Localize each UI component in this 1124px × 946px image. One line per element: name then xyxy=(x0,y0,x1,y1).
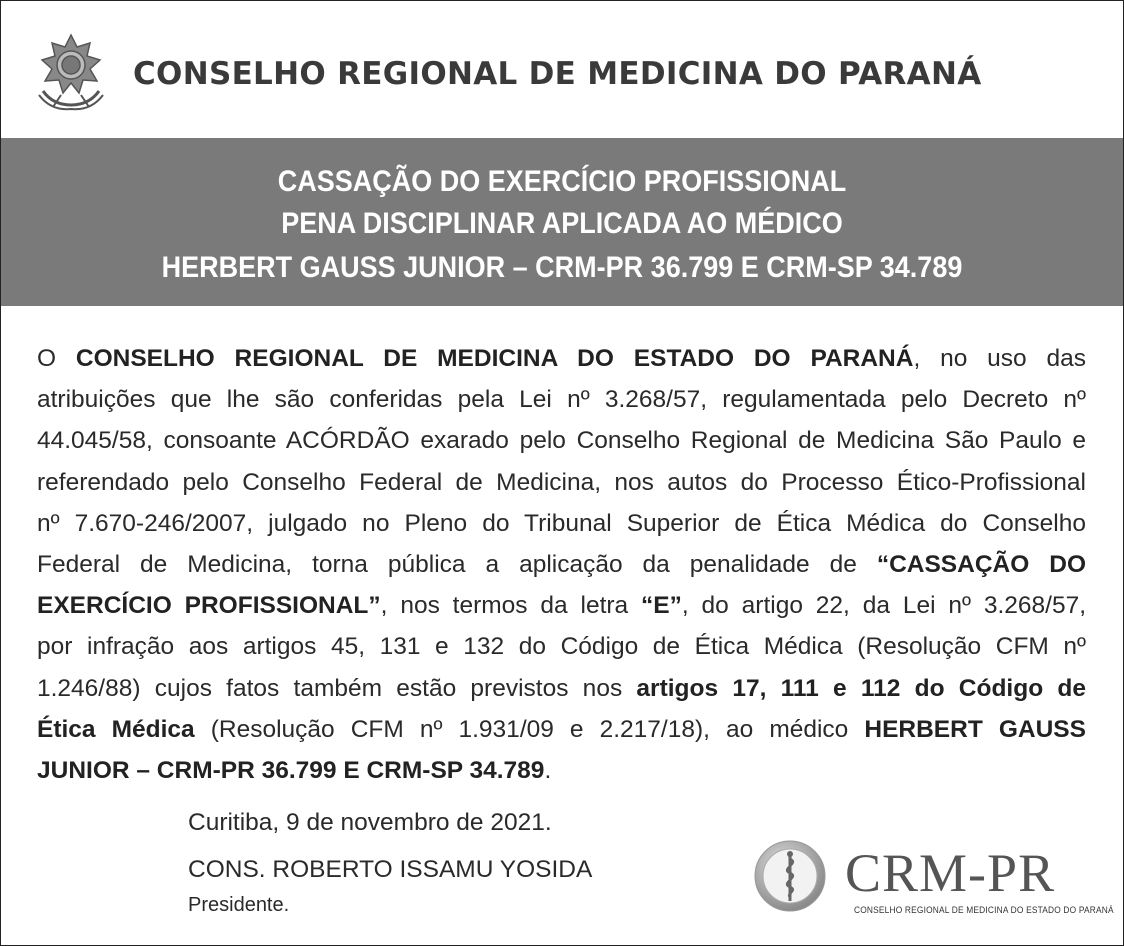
text-run: O xyxy=(37,345,76,372)
text-run: (Resolução CFM nº 1.931/09 e 2.217/18), ao médico xyxy=(194,715,865,743)
banner-title-line-1: CASSAÇÃO DO EXERCÍCIO PROFISSIONAL xyxy=(277,165,847,198)
penalty-name: “CASSAÇÃO DO xyxy=(876,550,1086,578)
penalty-name: EXERCÍCIO PROFISSIONAL” xyxy=(37,592,381,620)
signer-role: Presidente. xyxy=(188,894,290,916)
text-run: Federal de Medicina, torna pública a aplicação da penalidade de xyxy=(37,550,877,578)
header xyxy=(1,1,1123,138)
notice-line xyxy=(37,750,1086,791)
notice-line: atribuições que lhe são conferidas pela Lei nº 3.268/57, regulamentada pelo Decreto nº xyxy=(37,386,1086,414)
letter-reference: “E” xyxy=(641,592,682,620)
notice-line xyxy=(37,544,1086,585)
notice-line xyxy=(37,709,1086,750)
crm-logo-subtitle: CONSELHO REGIONAL DE MEDICINA DO ESTADO DO PARANÁ xyxy=(854,905,1114,915)
articles-reference: artigos 17, 111 e 112 do Código de xyxy=(636,674,1086,702)
brazil-coat-of-arms-icon xyxy=(33,33,109,111)
title-banner xyxy=(1,138,1123,306)
notice-body xyxy=(37,338,1086,791)
council-name: CONSELHO REGIONAL DE MEDICINA DO ESTADO DO PARANÁ xyxy=(75,345,914,372)
org-title: CONSELHO REGIONAL DE MEDICINA DO PARANÁ xyxy=(133,56,982,92)
text-run: , do artigo 22, da Lei nº 3.268/57, xyxy=(681,592,1086,620)
notice-line: referendado pelo Conselho Federal de Medicina, nos autos do Processo Ético-Profissional xyxy=(37,468,1086,496)
physician-name: HERBERT GAUSS xyxy=(864,715,1086,743)
notice-line xyxy=(37,585,1086,626)
text-run: 1.246/88) cujos fatos também estão previstos nos xyxy=(37,674,637,702)
notice-line: por infração aos artigos 45, 131 e 132 do Código de Ética Médica (Resolução CFM nº xyxy=(37,633,1086,661)
text-run: . xyxy=(544,756,552,784)
notice-date: Curitiba, 9 de novembro de 2021. xyxy=(188,809,552,836)
articles-reference: Ética Médica xyxy=(37,715,195,743)
banner-title-line-2: PENA DISCIPLINAR APLICADA AO MÉDICO xyxy=(281,207,843,240)
notice-line xyxy=(37,338,1086,379)
caduceus-icon xyxy=(753,839,827,913)
notice-line: nº 7.670-246/2007, julgado no Pleno do Tribunal Superior de Ética Médica do Conselho xyxy=(37,509,1086,537)
banner-title-line-3: HERBERT GAUSS JUNIOR – CRM-PR 36.799 E CRM-SP 34.789 xyxy=(161,251,963,284)
text-run: , no uso das xyxy=(913,345,1086,372)
notice-line xyxy=(37,668,1086,709)
physician-name: JUNIOR – CRM-PR 36.799 E CRM-SP 34.789 xyxy=(37,756,545,784)
crm-logo-text: CRM-PR xyxy=(845,843,1056,903)
signer-name: CONS. ROBERTO ISSAMU YOSIDA xyxy=(188,856,593,883)
notice-line: 44.045/58, consoante ACÓRDÃO exarado pelo Conselho Regional de Medicina São Paulo e xyxy=(37,427,1086,455)
text-run: , nos termos da letra xyxy=(380,592,642,620)
